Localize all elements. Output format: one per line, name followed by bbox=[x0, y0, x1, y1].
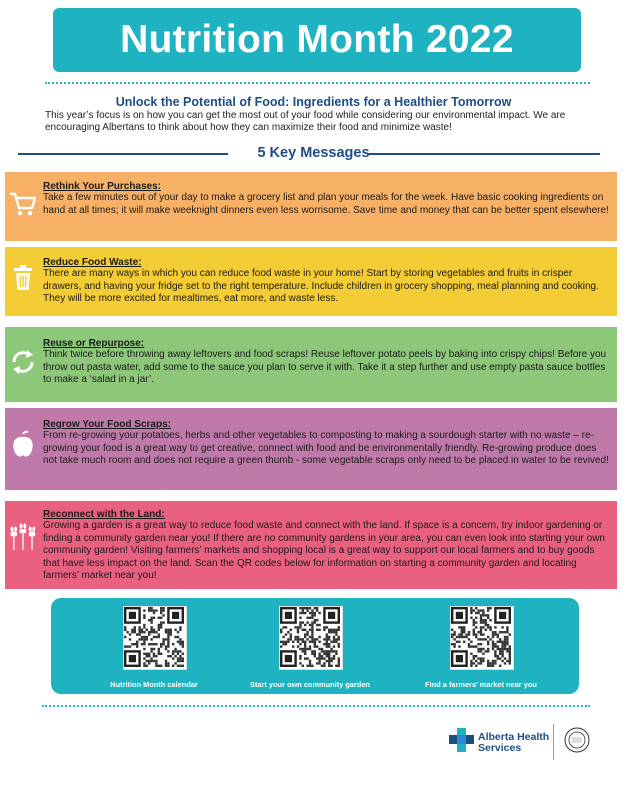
message-body: Think twice before throwing away leftovers and food scraps! Reuse leftover potato peels by baking into crispy chips! Before you throw out pasta water, add some to the sauce you plan to serve it with. Take it a step further and use empty pasta sauce bottles to make a ‘salad in a jar’. bbox=[43, 349, 607, 386]
recycle-icon bbox=[8, 347, 38, 377]
logo-separator bbox=[553, 724, 554, 760]
qr-label-calendar: Nutrition Month calendar bbox=[110, 680, 198, 689]
qr-code-panel bbox=[51, 598, 579, 694]
pepper-icon bbox=[8, 430, 38, 460]
qr-label-community-garden: Start your own community garden bbox=[250, 680, 370, 689]
key-messages-title: 5 Key Messages bbox=[257, 145, 370, 161]
message-heading: Rethink Your Purchases: bbox=[43, 181, 161, 192]
qr-code-calendar[interactable] bbox=[123, 606, 187, 670]
qr-code-community-garden[interactable] bbox=[279, 606, 343, 670]
message-body: Take a few minutes out of your day to make a grocery list and plan your meals for the week. Have basic cooking ingredients on hand at all times; it will make weeknight dinners even less worrisome. Save time and money that can be better spent elsewhere! bbox=[43, 192, 609, 216]
qr-label-farmers-market: Find a farmers’ market near you bbox=[425, 680, 537, 689]
message-regrow-scraps bbox=[5, 408, 617, 490]
message-heading: Reduce Food Waste: bbox=[43, 257, 142, 268]
trash-can-icon bbox=[8, 263, 38, 293]
alberta-health-services-logo-icon bbox=[447, 726, 477, 754]
page-title: Nutrition Month 2022 bbox=[53, 8, 581, 72]
message-body: Growing a garden is a great way to reduce food waste and connect with the land. If space is a concern, try indoor gardening or finding a community garden near you! If there are no community gardens in your area, you can even look into starting your own community garden! Visiting farmers’ markets and shopping local is a great way to support our local farmers and to buy goods that have less impact on the land. Scan the QR codes below for information on starting a community garden and locating farmers’ market near you! bbox=[43, 520, 605, 582]
message-heading: Reuse or Repurpose: bbox=[43, 338, 145, 349]
bottom-divider bbox=[42, 705, 590, 707]
logo-line-1: Alberta Health bbox=[478, 731, 550, 743]
anniversary-seal-icon bbox=[563, 726, 591, 754]
message-reconnect-land bbox=[5, 501, 617, 589]
message-reuse-repurpose bbox=[5, 327, 617, 402]
page-subtitle: Unlock the Potential of Food: Ingredients for a Healthier Tomorrow bbox=[115, 95, 512, 109]
top-divider bbox=[45, 82, 590, 84]
shopping-cart-icon bbox=[8, 188, 38, 218]
message-body: There are many ways in which you can reduce food waste in your home! Start by storing vegetables and fruits in crisper drawers, and having your fridge set to the right temperature. Include children in grocery shopping, meal planning and cooking. They will be more excited for mealtimes, eat more, and waste less. bbox=[43, 268, 599, 305]
wheat-icon bbox=[8, 521, 38, 551]
message-heading: Reconnect with the Land: bbox=[43, 509, 165, 520]
message-rethink-purchases bbox=[5, 172, 617, 241]
intro-paragraph: This year’s focus is on how you can get the most out of your food while considering our environmental impact. We are encouraging Albertans to think about how they can maximize their food and minimize waste! bbox=[45, 110, 566, 133]
message-reduce-food-waste bbox=[5, 247, 617, 316]
message-heading: Regrow Your Food Scraps: bbox=[43, 419, 171, 430]
qr-code-farmers-market[interactable] bbox=[450, 606, 514, 670]
logo-text bbox=[478, 732, 549, 754]
message-body: From re-growing your potatoes, herbs and other vegetables to composting to making a sourdough starter with no waste – re-growing your food is a great way to get creative, connect with food and be environmentally friendly. Re-growing produce does not take much room and does not require a green thumb - some vegetable scraps only need to be placed in water to be revived! bbox=[43, 430, 609, 467]
logo-line-2: Services bbox=[478, 742, 522, 754]
